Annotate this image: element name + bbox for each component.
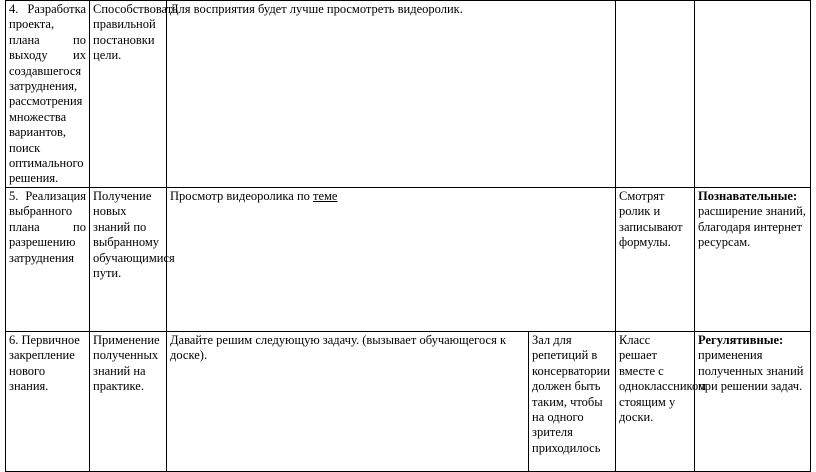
uud-cell [695,1,811,188]
goal-text: Получение новых знаний по выбранному обучающимися пути. [93,188,175,280]
goal-text: Применение полученных знаний на практике. [93,332,160,394]
goal-cell [90,1,178,188]
uud-title: Регулятивные: [698,332,784,347]
stage-text: 5. Реализация выбранного плана по разрешению затруднения [9,188,86,265]
uud-cell [695,187,811,331]
student-activity-text: Смотрят ролик и записывают формулы. [619,188,683,250]
stage-text: 4. Разработка проекта, плана по выходу их создавшегося затруднения, рассмотрения множества вариантов, поиск оптимального решения. [9,2,86,186]
goal-cell [90,187,175,331]
uud-cell [695,331,811,471]
task-text-cell [529,331,616,471]
table-row [6,331,811,471]
lesson-plan-table [5,0,811,472]
uud-text: расширение знаний, благодаря интернет ресурсам. [698,204,806,250]
teacher-activity-cell [167,187,616,331]
uud-text: применения полученных знаний при решении задач. [698,348,804,394]
stage-text: 6. Первичное закрепление нового знания. [9,332,80,394]
table-row [6,187,811,331]
task-text: Зал для репетиций в консерватории должен быть таким, чтобы на одного зрителя приходилось [532,332,611,455]
teacher-activity-cell [167,331,529,471]
table-row [6,1,811,188]
student-activity-cell [616,331,706,471]
stage-cell [6,1,90,188]
stage-cell [6,331,90,471]
topic-link[interactable]: теме [313,188,338,203]
teacher-activity-text: Давайте решим следующую задачу. (вызывает обучающегося к доске). [170,332,507,363]
student-activity-cell [616,187,695,331]
student-activity-cell [616,1,695,188]
goal-cell [90,331,167,471]
teacher-activity-text: Просмотр видеоролика по [170,188,314,203]
uud-title: Познавательные: [698,188,798,203]
teacher-activity-text: Для восприятия будет лучше просмотреть видеоролик. [170,2,463,16]
goal-text: Способствовать правильной постановки цели. [93,2,178,63]
stage-cell [6,187,90,331]
student-activity-text: Класс решает вместе с одноклассником стоящим у доски. [619,332,706,424]
teacher-activity-cell [167,1,616,188]
